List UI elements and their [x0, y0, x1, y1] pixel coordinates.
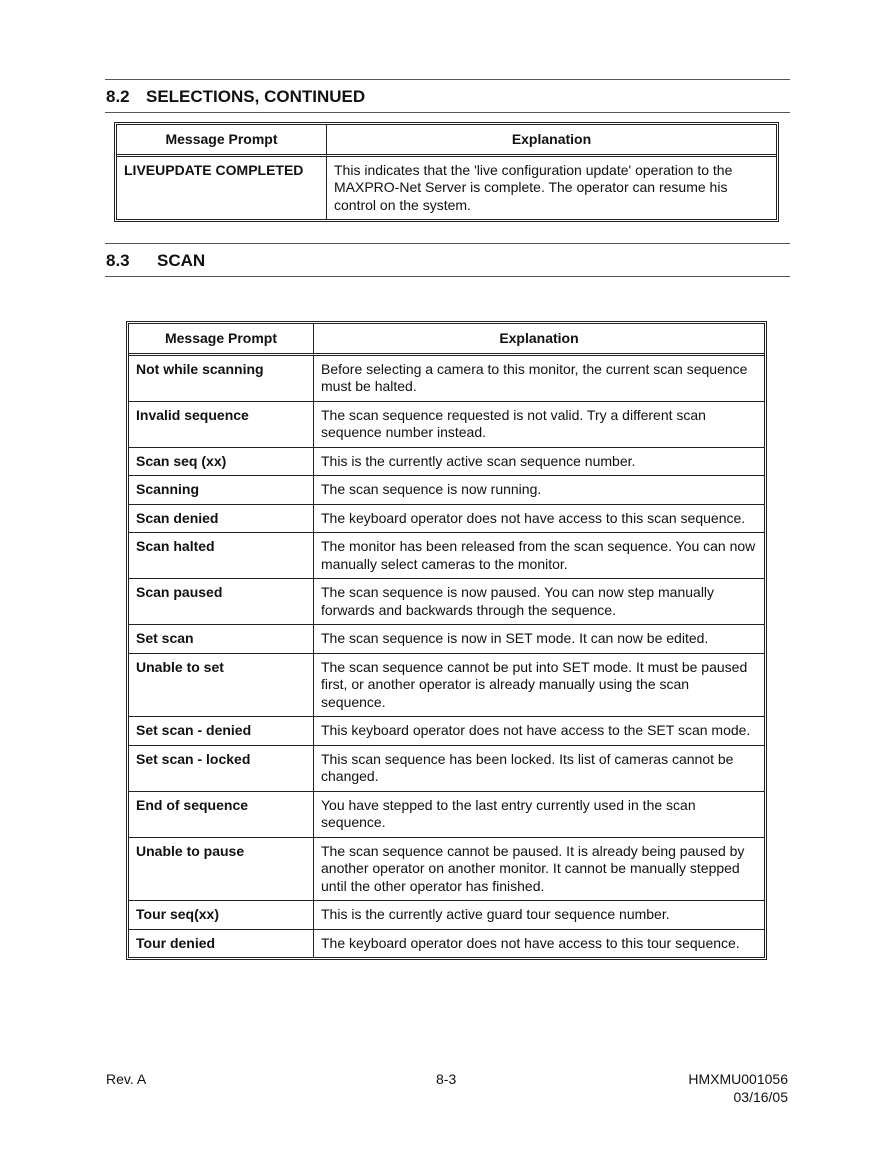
scan-messages-table [126, 321, 767, 960]
message-prompt-cell: Set scan - locked [129, 746, 314, 792]
footer-revision: Rev. A [106, 1071, 147, 1087]
explanation-cell: The scan sequence is now running. [314, 476, 764, 505]
table-row [129, 533, 764, 579]
section-title: SELECTIONS, CONTINUED [146, 87, 366, 106]
explanation-cell: The keyboard operator does not have access to this tour sequence. [321, 934, 740, 951]
message-prompt-cell: End of sequence [129, 792, 314, 838]
section-heading-8-3 [106, 251, 205, 271]
explanation-cell: The scan sequence is now paused. You can now step manually forwards and backwards through the sequence. [314, 579, 764, 625]
explanation-cell: Before selecting a camera to this monitor, the current scan sequence must be halted. [314, 356, 764, 402]
footer-doc-id: HMXMU001056 [688, 1071, 788, 1087]
header-message-prompt: Message Prompt [117, 125, 327, 157]
header-explanation: Explanation [327, 125, 776, 157]
message-prompt-cell: Scan halted [129, 533, 314, 579]
explanation-cell: You have stepped to the last entry currently used in the scan sequence. [314, 792, 764, 838]
section-rule-bottom [105, 276, 790, 277]
table-row [129, 448, 764, 477]
table-row [129, 625, 764, 654]
table-row [129, 838, 764, 902]
explanation-cell: This indicates that the 'live configuration update' operation to the MAXPRO-Net Server is complete. The operator can resume his control on the system. [334, 161, 733, 213]
table-header-row [129, 324, 764, 356]
section-rule-bottom [105, 112, 790, 113]
table-row [129, 901, 764, 930]
table-row [129, 746, 764, 792]
table-row [129, 579, 764, 625]
message-prompt-cell: Set scan [129, 625, 314, 654]
message-prompt-cell: Scan seq (xx) [129, 448, 314, 477]
explanation-cell: This is the currently active scan sequence number. [314, 448, 764, 477]
explanation-cell: The scan sequence requested is not valid. Try a different scan sequence number instead. [314, 402, 764, 448]
explanation-cell: This is the currently active guard tour sequence number. [314, 901, 764, 930]
table-row [117, 157, 776, 220]
message-prompt-cell: Invalid sequence [129, 402, 314, 448]
message-prompt-cell: Scan denied [129, 505, 314, 534]
section-heading-8-2 [106, 87, 365, 107]
selections-table [114, 122, 779, 222]
table-row [129, 717, 764, 746]
table-row [129, 792, 764, 838]
table-row [129, 654, 764, 718]
footer-date: 03/16/05 [733, 1089, 788, 1105]
explanation-cell: The keyboard operator does not have access to this scan sequence. [314, 505, 764, 534]
message-prompt-cell: Scanning [129, 476, 314, 505]
message-prompt-cell: Unable to pause [129, 838, 314, 902]
section-number: 8.3 [106, 251, 130, 270]
table-header-row [117, 125, 776, 157]
table-row [129, 402, 764, 448]
section-rule-top [105, 79, 790, 80]
message-prompt-cell: Set scan - denied [129, 717, 314, 746]
message-prompt-cell: Tour seq(xx) [129, 901, 314, 930]
header-message-prompt: Message Prompt [129, 324, 314, 356]
explanation-cell: The scan sequence cannot be paused. It is already being paused by another operator on another monitor. It cannot be manually stepped until the other operator has finished. [314, 838, 764, 902]
explanation-cell: This keyboard operator does not have access to the SET scan mode. [314, 717, 764, 746]
table-row [129, 505, 764, 534]
message-prompt-cell: Scan paused [129, 579, 314, 625]
section-rule-top [105, 243, 790, 244]
table-row [129, 356, 764, 402]
section-title: SCAN [157, 251, 206, 270]
table-row [129, 476, 764, 505]
explanation-cell: The scan sequence is now in SET mode. It can now be edited. [314, 625, 764, 654]
explanation-cell: The scan sequence cannot be put into SET mode. It must be paused first, or another operator is already manually using the scan sequence. [314, 654, 764, 718]
explanation-cell: This scan sequence has been locked. Its list of cameras cannot be changed. [314, 746, 764, 792]
footer-page-number: 8-3 [436, 1071, 457, 1087]
message-prompt-cell: LIVEUPDATE COMPLETED [117, 157, 327, 220]
explanation-cell: The monitor has been released from the scan sequence. You can now manually select cameras to the monitor. [314, 533, 764, 579]
section-number: 8.2 [106, 87, 130, 106]
message-prompt-cell: Tour denied [129, 930, 314, 958]
message-prompt-cell: Not while scanning [129, 356, 314, 402]
header-explanation: Explanation [314, 324, 764, 356]
message-prompt-cell: Unable to set [129, 654, 314, 718]
table-row [129, 930, 764, 958]
